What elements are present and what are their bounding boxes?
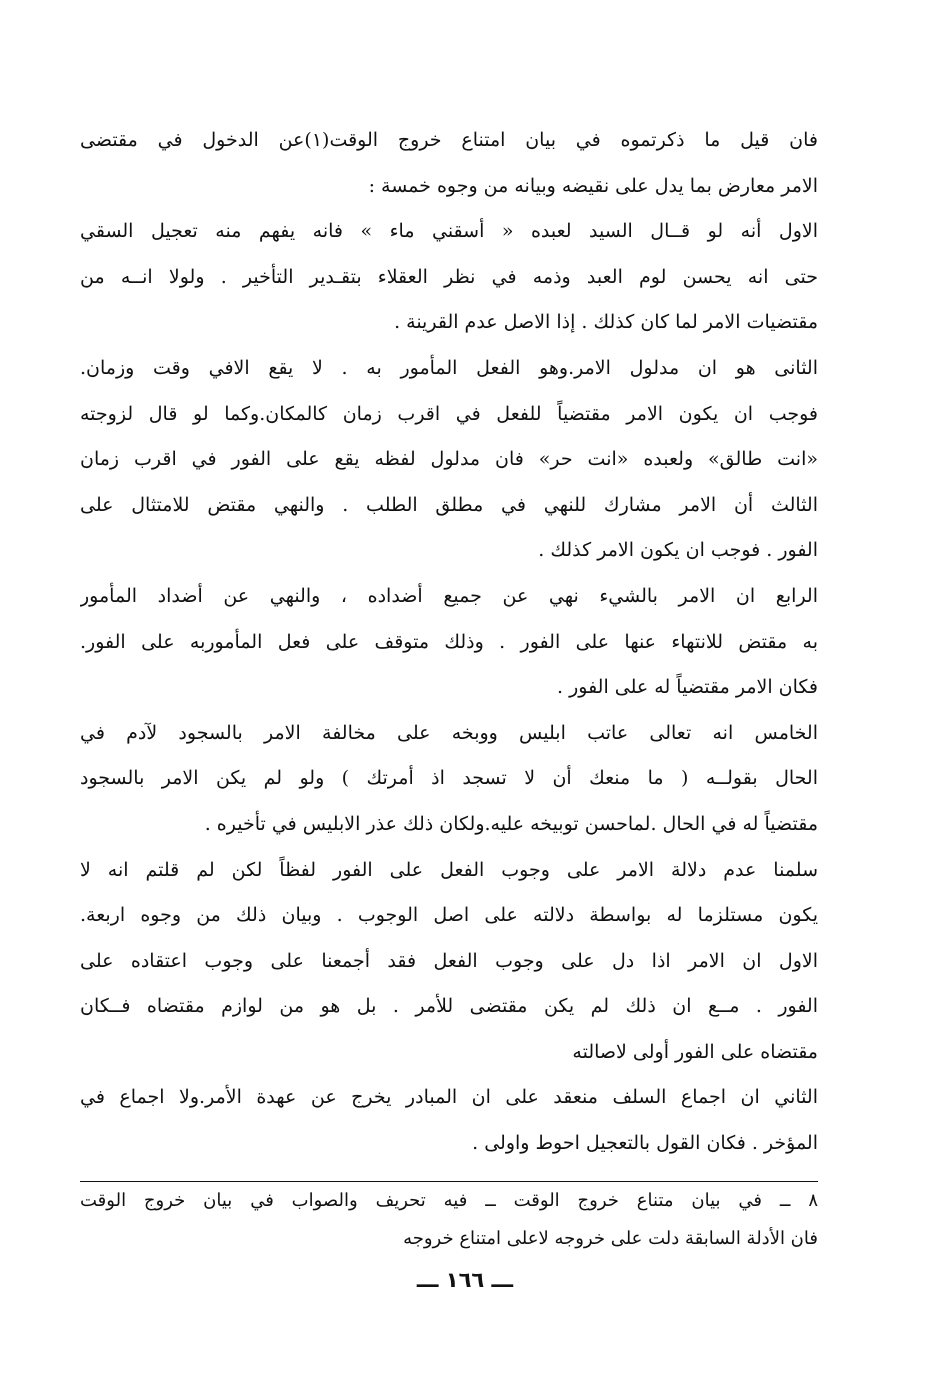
text-line: الثاني ان اجماع السلف منعقد على ان المبادر يخرج عن عهدة الأمر.ولا اجماع في xyxy=(80,1086,818,1109)
text-line: يكون مستلزما له بواسطة دلالته على اصل الوجوب . وبيان ذلك من وجوه اربعة. xyxy=(80,904,818,927)
text-line: سلمنا عدم دلالة الامر على وجوب الفعل على الفور لفظاً لكن لم قلتم انه لا xyxy=(80,858,818,881)
text-line: المؤخر . فكان القول بالتعجيل احوط واولى . xyxy=(472,1132,818,1155)
text-line: مقتضيات الامر لما كان كذلك . إذا الاصل عدم القرينة . xyxy=(394,311,818,334)
text-line: مقتضياً له في الحال .لماحسن توبيخه عليه.ولكان ذلك عذر الابليس في تأخيره . xyxy=(204,812,818,835)
footnote-text xyxy=(80,1182,818,1258)
footnote-line: ٨ ــ في بيان متناع خروج الوقت ــ فيه تحريف والصواب في بيان خروج الوقت xyxy=(80,1190,818,1211)
text-line: مقتضاه على الفور أولى لاصالته xyxy=(572,1040,818,1063)
text-line: الفور . مــع ان ذلك لم يكن مقتضى للأمر . بل هو من لوازم مقتضاه فــكان xyxy=(80,995,818,1018)
body-text xyxy=(80,118,818,1167)
text-line: فكان الامر مقتضياً له على الفور . xyxy=(557,676,818,699)
text-line: به مقتض للانتهاء عنها على الفور . وذلك متوقف على فعل المأموربه على الفور. xyxy=(80,630,818,653)
text-line: الفور . فوجب ان يكون الامر كذلك . xyxy=(538,539,818,562)
text-line: الخامس انه تعالى عاتب ابليس ووبخه على مخالفة الامر بالسجود لآدم في xyxy=(80,721,818,744)
footnote-line: فان الأدلة السابقة دلت على خروجه لاعلى امتناع خروجه xyxy=(403,1228,818,1249)
text-line: الحال بقولــه ( ما منعك أن لا تسجد اذ أمرتك ) ولو لم يكن الامر بالسجود xyxy=(80,767,818,790)
text-line: الاول ان الامر اذا دل على وجوب الفعل فقد أجمعنا على وجوب اعتقاده على xyxy=(80,949,818,972)
text-line: الثالث أن الامر مشارك للنهي في مطلق الطلب . والنهي مقتض للامتثال على xyxy=(80,493,818,516)
text-line: الامر معارض بما يدل على نقيضه وبيانه من وجوه خمسة : xyxy=(368,174,818,197)
text-line: «انت طالق» ولعبده «انت حر» فان مدلول لفظه يقع على الفور في اقرب زمان xyxy=(80,448,818,471)
text-line: الرابع ان الامر بالشيء نهي عن جميع أضداده ، والنهي عن أضداد المأمور xyxy=(80,584,818,607)
text-line: فان قيل ما ذكرتموه في بيان امتناع خروج الوقت(١)عن الدخول في مقتضى xyxy=(80,129,818,151)
text-line: الاول أنه لو قــال السيد لعبده « أسقني ماء » فانه يفهم منه تعجيل السقي xyxy=(80,220,818,243)
text-line: فوجب ان يكون الامر مقتضياً للفعل في اقرب زمان كالمكان.وكما لو قال لزوجته xyxy=(80,402,818,425)
text-line: حتى انه يحسن لوم العبد وذمه في نظر العقلاء بتقـدير التأخير . ولولا انــه من xyxy=(80,265,818,288)
page-number: ـــ ١٦٦ ـــ xyxy=(416,1268,514,1292)
text-line: الثانى هو ان مدلول الامر.وهو الفعل المأمور به . لا يقع الافي وقت وزمان. xyxy=(80,356,818,379)
